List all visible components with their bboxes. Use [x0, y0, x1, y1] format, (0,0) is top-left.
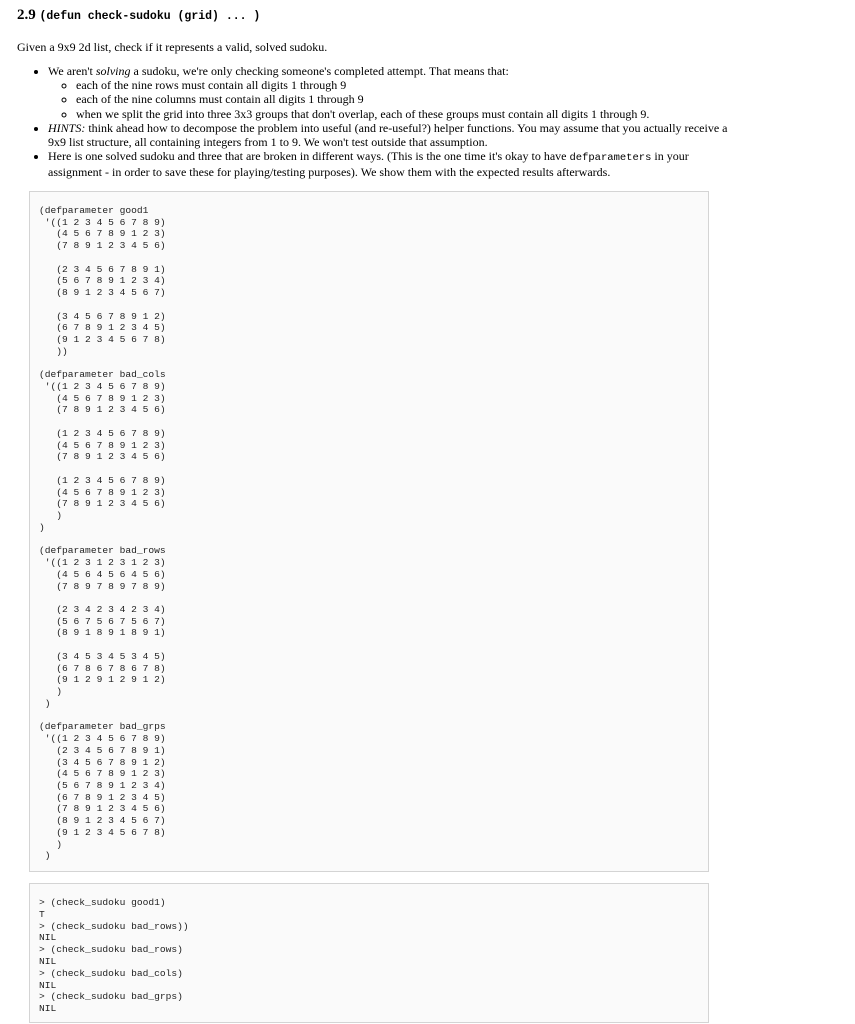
bullet-solving	[48, 64, 738, 121]
bullet-text: in your assignment - in order to save these for playing/testing purposes). We show them with the expected results afterwards.	[48, 149, 689, 180]
bullet-hints	[48, 121, 738, 149]
rule-columns: ◦ each of the nine columns must contain all digits 1 through 9	[76, 92, 738, 106]
bullet-text: Here is one solved sudoku and three that are broken in different ways. (This is the one time it's okay to have	[48, 149, 570, 164]
section-number: 2.9	[17, 7, 36, 23]
section-heading	[17, 7, 260, 24]
bullet-text: a sudoku, we're only checking someone's completed attempt. That means that:	[130, 64, 509, 78]
rules-sublist	[48, 78, 738, 121]
bullet-text: think ahead how to decompose the problem into useful (and re-useful?) helper functions. You may assume that you actually receive a 9x9 list structure, all containing integers from 1 to 9. We won't test outside that assumption.	[48, 120, 728, 150]
expected-results-code-block	[29, 883, 709, 1023]
rule-groups: ◦ when we split the grid into three 3x3 groups that don't overlap, each of these groups must contain all digits 1 through 9.	[76, 107, 738, 121]
section-signature: (defun check-sudoku (grid) ... )	[39, 10, 261, 23]
code-text: (defparameter good1 '((1 2 3 4 5 6 7 8 9) (4 5 6 7 8 9 1 2 3) (7 8 9 1 2 3 4 5 6) (2 3 4 5 6 7 8 9 1) (5 6 7 8 9 1 2 3 4) (8 9 1 2 3 4 5 6 7) (3 4 5 6 7 8 9 1 2) (6 7 8 9 1 2 3 4 5) (9 1 2 3 4 5 6 7 8) )) (defparameter bad_cols '((1 2 3 4 5 6 7 8 9) (4 5 6 7 8 9 1 2 3) (7 8 9 1 2 3 4 5 6) (1 2 3 4 5 6 7 8 9) (4 5 6 7 8 9 1 2 3) (7 8 9 1 2 3 4 5 6) (1 2 3 4 5 6 7 8 9) (4 5 6 7 8 9 1 2 3) (7 8 9 1 2 3 4 5 6) ) ) (defparameter bad_rows '((1 2 3 1 2 3 1 2 3) (4 5 6 4 5 6 4 5 6) (7 8 9 7 8 9 7 8 9) (2 3 4 2 3 4 2 3 4) (5 6 7 5 6 7 5 6 7) (8 9 1 8 9 1 8 9 1) (3 4 5 3 4 5 3 4 5) (6 7 8 6 7 8 6 7 8) (9 1 2 9 1 2 9 1 2) ) ) (defparameter bad_grps '((1 2 3 4 5 6 7 8 9) (2 3 4 5 6 7 8 9 1) (3 4 5 6 7 8 9 1 2) (4 5 6 7 8 9 1 2 3) (5 6 7 8 9 1 2 3 4) (6 7 8 9 1 2 3 4 5) (7 8 9 1 2 3 4 5 6) (8 9 1 2 3 4 5 6 7) (9 1 2 3 4 5 6 7 8) ) )	[39, 205, 166, 862]
bullet-examples	[48, 149, 738, 179]
emphasis-solving: solving	[95, 64, 131, 78]
results-text: > (check_sudoku good1) T > (check_sudoku bad_rows)) NIL > (check_sudoku bad_rows) NIL > (check_sudoku bad_cols) NIL > (check_sudoku bad_grps) NIL	[39, 897, 189, 1015]
intro-paragraph: Given a 9x9 2d list, check if it represents a valid, solved sudoku.	[17, 40, 328, 54]
requirements-list	[30, 64, 738, 180]
bullet-text: We aren't	[48, 64, 96, 78]
sudoku-definitions-code-block	[29, 191, 709, 872]
emphasis-hints: HINTS:	[48, 120, 86, 135]
inline-code-defparameters: defparameters	[569, 152, 652, 165]
rule-rows: ◦ each of the nine rows must contain all digits 1 through 9	[76, 78, 738, 92]
